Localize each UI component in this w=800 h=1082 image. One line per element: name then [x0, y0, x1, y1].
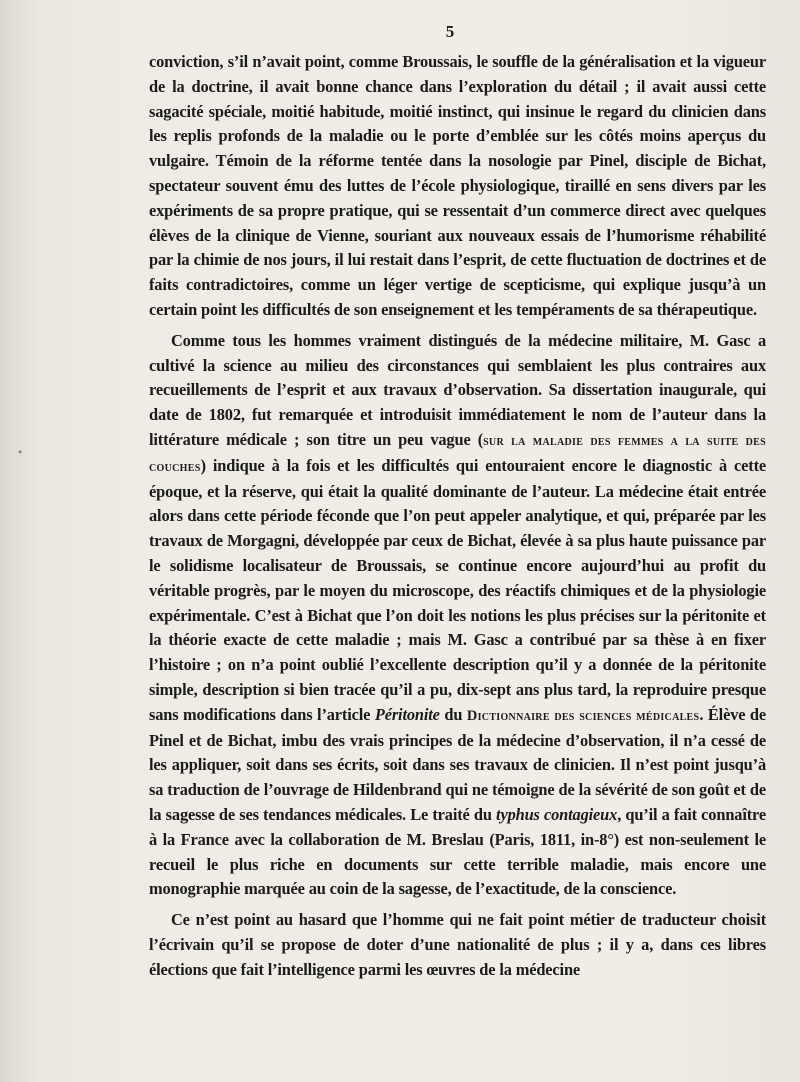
small-caps-text: sur la maladie des femmes a la suite des couches — [149, 432, 766, 475]
text-segment: , qu’il a fait connaître à la France avec la collaboration de M. Breslau (Paris, 1811, in-8°) est non-seulement le recueil le plus riche en documents sur cette terrible maladie, mais encore une monographie marquée au coin de la sagesse, de l’exactitude, de la conscience. — [149, 804, 766, 899]
italic-text: typhus contagieux — [496, 804, 618, 824]
paragraph-3 — [149, 908, 766, 982]
text-segment: Ce n’est point au hasard que l’homme qui ne fait point métier de traducteur choisit l’écrivain qu’il se propose de doter d’une nationalité de plus ; il y a, dans ces libres élections que fait l’intelligence parmi les œuvres de la médecine — [149, 910, 766, 979]
italic-text: Péritonite — [374, 704, 440, 724]
body-text — [149, 50, 766, 982]
text-segment: conviction, s’il n’avait point, comme Broussais, le souffle de la généralisation et la vigueur de la doctrine, il avait bonne chance dans l’exploration du détail ; il avait aussi cette sagacité spéciale, moitié habitude, moitié instinct, qui insinue le regard du clinicien dans les replis profonds de la maladie ou le porte d’emblée sur les côtés moins aperçus du vulgaire. Témoin de la réforme tentée dans la nosologie par Pinel, disciple de Bichat, spectateur souvent ému des luttes de l’école physiologique, tiraillé en sens divers par les expériments de sa propre pratique, qui se ressentait d’un commerce direct avec quelques élèves de la clinique de Vienne, souriant aux nouveaux essais de l’humorisme réhabilité par la chimie de nos jours, il lui restait dans l’esprit, de cette fluctuation de doctrines et de faits contradictoires, comme un léger vertige de scepticisme, qui explique jusqu’à un certain point les difficultés de son enseignement et les tempéraments de sa thérapeutique. — [149, 52, 766, 319]
small-caps-text: Dictionnaire des sciences médicales — [466, 707, 700, 724]
paragraph-2 — [149, 329, 766, 902]
text-segment: Comme tous les hommes vraiment distingués de la médecine militaire, M. Gasc a cultivé la science au milieu des circonstances qui semblaient les plus contraires aux recueillements de l’esprit et aux travaux d’observation. Sa dissertation inaugurale, qui date de 1802, fut remarquée et introduisit immédiatement le nom de l’auteur dans la littérature médicale ; son titre un peu vague ( — [149, 330, 766, 449]
page-number: 5 — [445, 22, 455, 41]
paragraph-1 — [149, 50, 766, 323]
text-segment: ) indique à la fois et les difficultés qui entouraient encore le diagnostic à cette époque, et la réserve, qui était la qualité dominante de l’auteur. La médecine était entrée alors dans cette période féconde que l’on peut appeler analytique, et qui, préparée par les travaux de Morgagni, développée par ceux de Bichat, élevée à sa plus haute puissance par le solidisme localisateur de Broussais, se continue encore aujourd’hui au profit du véritable progrès, par le moyen du microscope, des réactifs chimiques et de la physiologie expérimentale. C’est à Bichat que l’on doit les notions les plus précises sur la péritonite et la théorie exacte de cette maladie ; mais M. Gasc a contribué par sa thèse à en fixer l’histoire ; on n’a point oublié l’excellente description qu’il y a donnée de la péritonite simple, description si bien tracée qu’il a pu, dix-sept ans plus tard, la reproduire presque sans modifications dans l’article — [149, 455, 766, 724]
text-segment: du — [439, 704, 467, 724]
text-segment: . Élève de Pinel et de Bichat, imbu des vrais principes de la médecine d’observation, il n’a cessé de les appliquer, soit dans ses écrits, soit dans ses travaux de clinicien. Il n’est point jusqu’à sa traduction de l’ouvrage de Hildenbrand qui ne témoigne de la sévérité de son goût et de la sagesse de ses tendances médicales. Le traité du — [149, 704, 767, 824]
margin-mark: • — [18, 445, 23, 459]
